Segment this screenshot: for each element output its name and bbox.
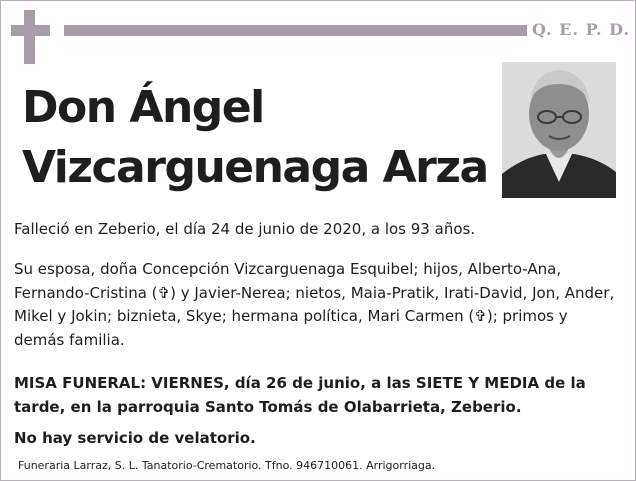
portrait-photo-icon [502, 62, 616, 198]
family-list: Su esposa, doña Concepción Vizcarguenaga Esquibel; hijos, Alberto-Ana, Fernando-Cristina (✞) y Javier-Nerea; nietos, Maia-Pratik, Irati-David, Jon, Ander, Mikel y Jokin; biznieta, Skye; hermana política, Mari Carmen (✞); primos y demás familia. [14, 260, 615, 349]
header-rule [64, 25, 527, 36]
portrait-photo [502, 62, 616, 198]
deceased-name-line2: Vizcarguenaga Arza [22, 142, 488, 193]
death-notice: Falleció en Zeberio, el día 24 de junio de 2020, a los 93 años. [14, 220, 476, 238]
funeral-mass: MISA FUNERAL: VIERNES, día 26 de junio, a las SIETE Y MEDIA de la tarde, en la parroquia Santo Tomás de Olabarrieta, Zeberio. [14, 374, 586, 416]
cross-icon-vertical [24, 10, 35, 64]
deceased-name-line1: Don Ángel [22, 82, 264, 133]
qepd-label: Q. E. P. D. [532, 20, 631, 39]
funeral-home-footer: Funeraria Larraz, S. L. Tanatorio-Crematorio. Tfno. 946710061. Arrigorriaga. [18, 459, 436, 472]
wake-notice: No hay servicio de velatorio. [14, 429, 256, 447]
cross-icon-horizontal [11, 25, 50, 36]
deceased-name [22, 78, 502, 198]
